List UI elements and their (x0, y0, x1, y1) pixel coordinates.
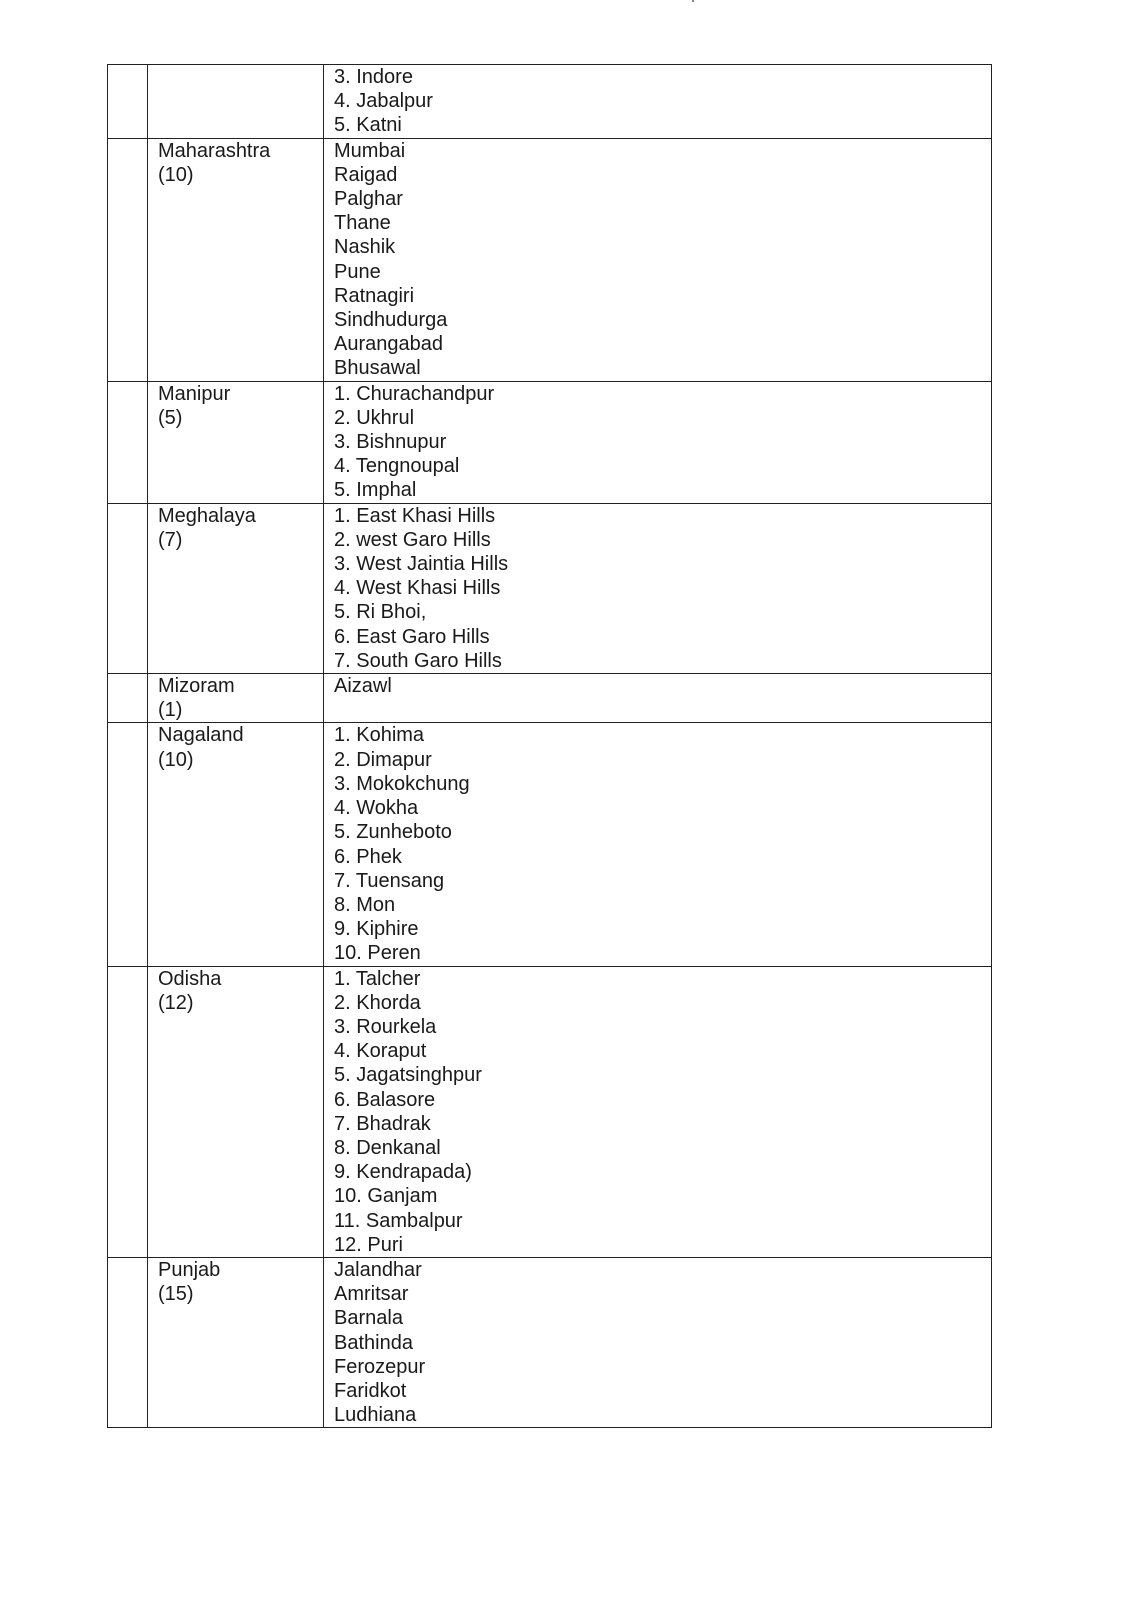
district-item: Palghar (334, 188, 403, 211)
district-item: 5. Ri Bhoi, (334, 601, 427, 624)
district-item: 3. Bishnupur (334, 431, 447, 454)
district-item: 5. Imphal (334, 479, 417, 502)
table-row (108, 723, 992, 966)
districts-cell (324, 1257, 992, 1427)
district-item: 1. Talcher (334, 967, 421, 990)
state-name: Mizoram (158, 675, 235, 698)
districts-cell (324, 723, 992, 966)
district-item: Faridkot (334, 1379, 407, 1402)
state-cell (148, 65, 324, 139)
serial-number-cell (108, 503, 148, 673)
district-item: Bathinda (334, 1331, 413, 1354)
serial-number-cell (108, 674, 148, 723)
district-item: Jalandhar (334, 1258, 422, 1281)
serial-number-cell (108, 1257, 148, 1427)
district-item: Pune (334, 260, 381, 283)
district-item: 1. East Khasi Hills (334, 504, 496, 527)
district-item: Nashik (334, 236, 396, 259)
districts-cell (324, 503, 992, 673)
state-cell (148, 1257, 324, 1427)
district-item: 2. west Garo Hills (334, 528, 491, 551)
district-item: 2. Ukhrul (334, 406, 415, 429)
district-item: 3. Rourkela (334, 1015, 437, 1038)
district-item: 7. Tuensang (334, 869, 445, 892)
state-district-count: (12) (158, 991, 194, 1014)
district-item: Mumbai (334, 139, 406, 162)
state-name: Meghalaya (158, 504, 256, 527)
district-item: 10. Peren (334, 942, 421, 965)
district-item: 5. Jagatsinghpur (334, 1064, 482, 1087)
district-item: 3. Indore (334, 66, 413, 88)
district-item: 4. West Khasi Hills (334, 577, 501, 600)
serial-number-cell (108, 381, 148, 503)
district-item: 6. Phek (334, 845, 402, 868)
serial-number-cell (108, 65, 148, 139)
district-item: Sindhudurga (334, 309, 448, 332)
district-item: 4. Koraput (334, 1040, 427, 1063)
state-district-count: (5) (158, 406, 183, 429)
district-item: 12. Puri (334, 1233, 403, 1256)
district-item: Amritsar (334, 1283, 409, 1306)
state-name: Odisha (158, 967, 222, 990)
state-name: Manipur (158, 382, 231, 405)
state-name: Maharashtra (158, 139, 271, 162)
district-item: 6. Balasore (334, 1088, 436, 1111)
district-item: 11. Sambalpur (334, 1209, 463, 1232)
state-cell (148, 138, 324, 381)
district-item: 2. Dimapur (334, 748, 432, 771)
district-item: 1. Kohima (334, 724, 425, 747)
district-table-body (108, 65, 992, 1428)
district-item: 4. Wokha (334, 797, 419, 820)
table-row (108, 1257, 992, 1427)
district-item: Aurangabad (334, 333, 443, 356)
state-cell (148, 381, 324, 503)
state-district-count: (10) (158, 163, 194, 186)
district-item: 8. Denkanal (334, 1136, 441, 1159)
district-item: 10. Ganjam (334, 1185, 438, 1208)
table-row (108, 381, 992, 503)
state-name: Nagaland (158, 724, 244, 747)
district-item: 3. West Jaintia Hills (334, 553, 509, 576)
table-row (108, 65, 992, 139)
district-item: 9. Kendrapada) (334, 1161, 472, 1184)
table-row (108, 674, 992, 723)
scan-speck (692, 0, 694, 2)
district-item: Barnala (334, 1307, 403, 1330)
district-item: 5. Zunheboto (334, 821, 452, 844)
state-district-count: (1) (158, 699, 183, 722)
district-item: Ludhiana (334, 1404, 417, 1427)
state-district-count: (7) (158, 528, 183, 551)
districts-cell (324, 138, 992, 381)
state-cell (148, 966, 324, 1257)
district-item: Ferozepur (334, 1355, 426, 1378)
serial-number-cell (108, 723, 148, 966)
table-row (108, 966, 992, 1257)
district-item: 8. Mon (334, 893, 396, 916)
district-table (107, 64, 992, 1428)
state-district-count: (15) (158, 1283, 194, 1306)
district-item: 3. Mokokchung (334, 772, 470, 795)
district-item: 2. Khorda (334, 991, 421, 1014)
district-item: 1. Churachandpur (334, 382, 495, 405)
districts-cell (324, 65, 992, 139)
district-item: Bhusawal (334, 357, 421, 380)
serial-number-cell (108, 138, 148, 381)
state-cell (148, 674, 324, 723)
table-row (108, 503, 992, 673)
district-item: Raigad (334, 163, 398, 186)
districts-cell (324, 674, 992, 723)
district-item: 4. Tengnoupal (334, 455, 460, 478)
districts-cell (324, 381, 992, 503)
district-item: Aizawl (334, 675, 392, 698)
districts-cell (324, 966, 992, 1257)
table-row (108, 138, 992, 381)
district-item: Thane (334, 212, 391, 235)
district-item: 9. Kiphire (334, 918, 419, 941)
district-item: 4. Jabalpur (334, 90, 433, 113)
state-cell (148, 723, 324, 966)
district-item: 7. South Garo Hills (334, 649, 502, 672)
state-cell (148, 503, 324, 673)
district-item: 5. Katni (334, 114, 402, 137)
state-district-count: (10) (158, 748, 194, 771)
district-item: 7. Bhadrak (334, 1112, 431, 1135)
serial-number-cell (108, 966, 148, 1257)
district-item: 6. East Garo Hills (334, 625, 490, 648)
state-name: Punjab (158, 1258, 221, 1281)
district-item: Ratnagiri (334, 284, 415, 307)
